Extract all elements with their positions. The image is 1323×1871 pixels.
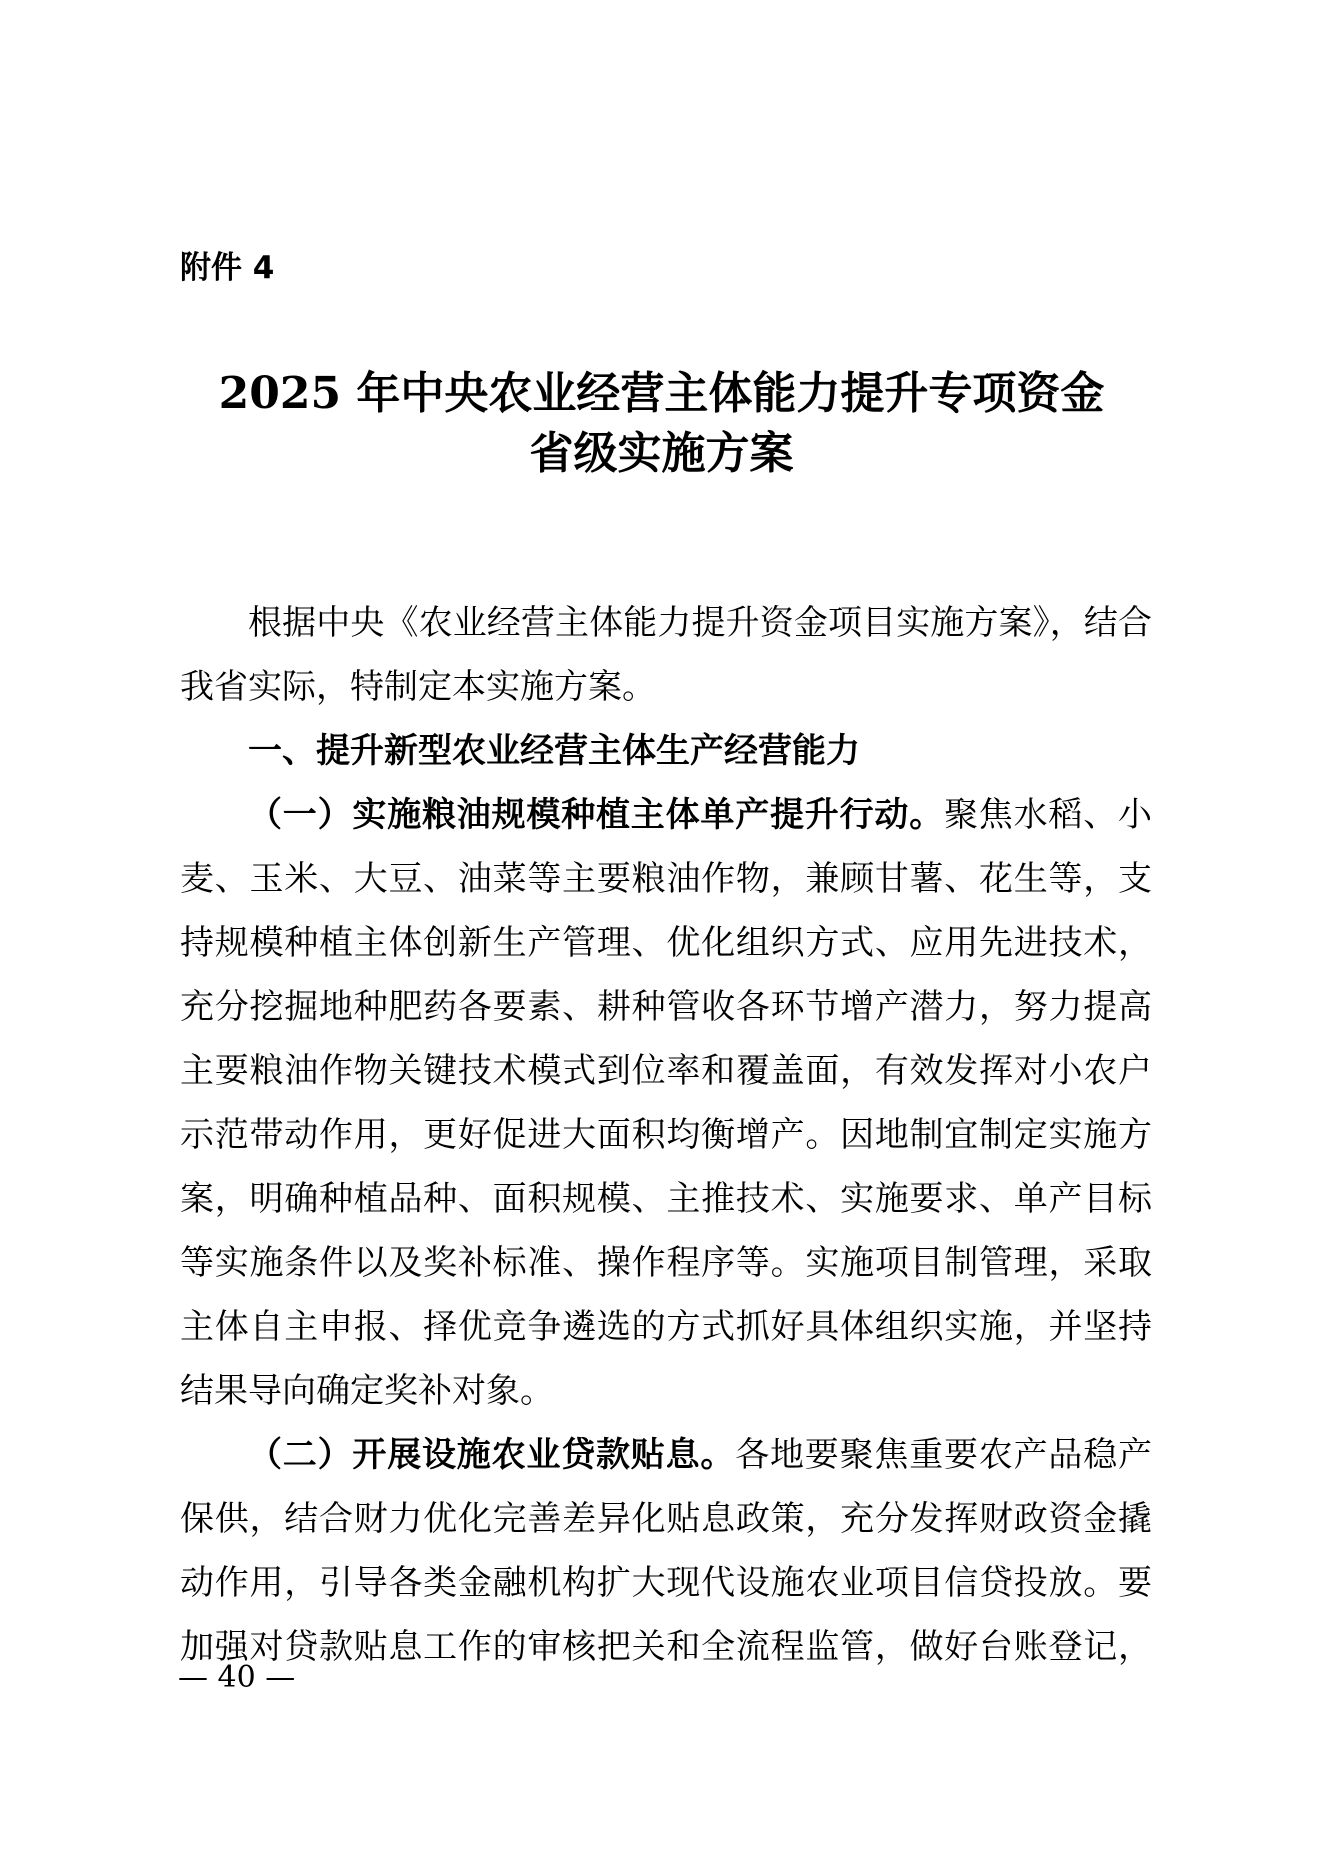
subsection-1-line: 等实施条件以及奖补标准、操作程序等。实施项目制管理，采取: [180, 1243, 1152, 1283]
subsection-1-first-line-rest: 聚焦水稻、小: [944, 795, 1152, 835]
subsection-2-line: 保供，结合财力优化完善差异化贴息政策，充分发挥财政资金撬: [180, 1499, 1152, 1539]
intro-paragraph-line-2: 我省实际，特制定本实施方案。: [180, 667, 656, 707]
subsection-1-line: 麦、玉米、大豆、油菜等主要粮油作物，兼顾甘薯、花生等，支: [180, 859, 1152, 899]
subsection-1-line: 案，明确种植品种、面积规模、主推技术、实施要求、单产目标: [180, 1179, 1152, 1219]
subsection-2-first-line-rest: 各地要聚焦重要农产品稳产: [735, 1435, 1153, 1475]
subsection-2-lead: （二）开展设施农业贷款贴息。: [248, 1435, 736, 1475]
attachment-label: 附件 4: [180, 250, 275, 286]
subsection-1-line: 持规模种植主体创新生产管理、优化组织方式、应用先进技术，: [180, 923, 1152, 963]
subsection-2-line: 动作用，引导各类金融机构扩大现代设施农业项目信贷投放。要: [180, 1563, 1152, 1603]
subsection-1-line: 主体自主申报、择优竞争遴选的方式抓好具体组织实施，并坚持: [180, 1307, 1152, 1347]
subsection-1-line: 主要粮油作物关键技术模式到位率和覆盖面，有效发挥对小农户: [180, 1051, 1152, 1091]
page-number: — 40 —: [178, 1660, 296, 1695]
document-title-line-1: 2025 年中央农业经营主体能力提升专项资金: [218, 368, 1105, 419]
subsection-2-first-line: [248, 1423, 1152, 1487]
subsection-1-first-line: [248, 783, 1152, 847]
document-title-line-2: 省级实施方案: [529, 428, 794, 479]
subsection-1-line: 充分挖掘地种肥药各要素、耕种管收各环节增产潜力，努力提高: [180, 987, 1152, 1027]
intro-paragraph-line-1: 根据中央《农业经营主体能力提升资金项目实施方案》，结合: [248, 603, 1152, 643]
subsection-1-line: 结果导向确定奖补对象。: [180, 1371, 554, 1411]
subsection-1-lead: （一）实施粮油规模种植主体单产提升行动。: [248, 795, 944, 835]
section-1-heading: 一、提升新型农业经营主体生产经营能力: [248, 731, 860, 771]
subsection-1-line: 示范带动作用，更好促进大面积均衡增产。因地制宜制定实施方: [180, 1115, 1152, 1155]
subsection-2-line: 加强对贷款贴息工作的审核把关和全流程监管，做好台账登记，: [180, 1627, 1152, 1667]
